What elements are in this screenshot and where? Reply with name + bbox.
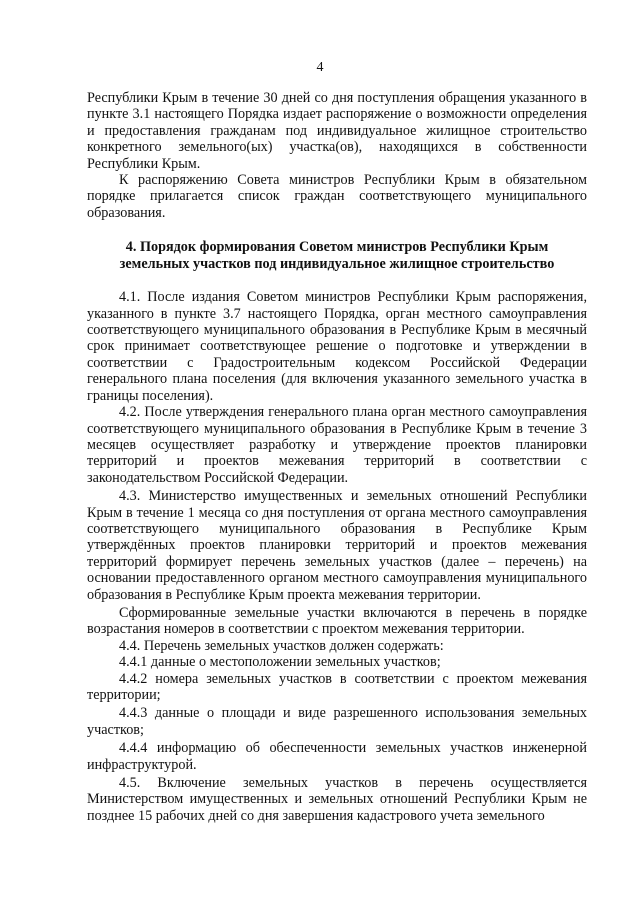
section-heading xyxy=(87,239,587,273)
paragraph-4-2: 4.2. После утверждения генерального плана орган местного самоуправления соответствующего муниципального образования в Республике Крым в течение 3 месяцев осуществляет разработку и утверждение проектов планировки территорий и проектов межевания территорий в соответствии с законодательством Российской Федерации. xyxy=(87,404,587,486)
section-heading-line-1: 4. Порядок формирования Советом министров Республики Крым xyxy=(125,239,549,256)
paragraph-4-4-1: 4.4.1 данные о местоположении земельных участков; xyxy=(119,654,441,671)
document-body xyxy=(87,90,587,824)
paragraph-formed-plots: Сформированные земельные участки включаются в перечень в порядке возрастания номеров в соответствии с проектом межевания территории. xyxy=(87,604,587,638)
paragraph-4-1: 4.1. После издания Советом министров Республики Крым распоряжения, указанного в пункте 3.7 настоящего Порядка, орган местного самоуправления соответствующего муниципального образования в Республике Крым в месячный срок принимает соответствующее решение о подготовке и утверждении в соответствии с Градостроительным кодексом Российской Федерации генерального плана поселения (для включения указанного земельного участка в границы поселения). xyxy=(87,289,587,404)
paragraph-continuation: Республики Крым в течение 30 дней со дня поступления обращения указанного в пункте 3.1 настоящего Порядка издает распоряжение о возможности определения и предоставления гражданам под индивидуальное жилищное строительство конкретного земельного(ых) участка(ов), находящихся в собственности Республики Крым. xyxy=(87,90,587,172)
section-heading-line-2: земельных участков под индивидуальное жилищное строительство xyxy=(119,256,555,273)
paragraph-4-5: 4.5. Включение земельных участков в перечень осуществляется Министерством имущественных и земельных отношений Республики Крым не позднее 15 рабочих дней со дня завершения кадастрового учета земельного xyxy=(87,775,587,824)
paragraph-4-4-3: 4.4.3 данные о площади и виде разрешенного использования земельных участков; xyxy=(87,705,587,738)
paragraph-attachment-note: К распоряжению Совета министров Республики Крым в обязательном порядке прилагается список граждан соответствующего муниципального образования. xyxy=(87,172,587,221)
paragraph-4-4-2: 4.4.2 номера земельных участков в соответствии с проектом межевания территории; xyxy=(87,670,587,703)
paragraph-4-4: 4.4. Перечень земельных участков должен содержать: xyxy=(119,637,444,654)
paragraph-4-3: 4.3. Министерство имущественных и земельных отношений Республики Крым в течение 1 месяца со дня поступления от органа местного самоуправления соответствующего муниципального образования в Республике Крым утверждённых проектов планировки территорий и проектов межевания территорий формирует перечень земельных участков (далее – перечень) на основании предоставленного органом местного самоуправления муниципального образования в Республике Крым проекта межевания территории. xyxy=(87,488,587,603)
paragraph-4-4-4: 4.4.4 информацию об обеспеченности земельных участков инженерной инфраструктурой. xyxy=(87,740,587,773)
page-number: 4 xyxy=(316,60,324,75)
